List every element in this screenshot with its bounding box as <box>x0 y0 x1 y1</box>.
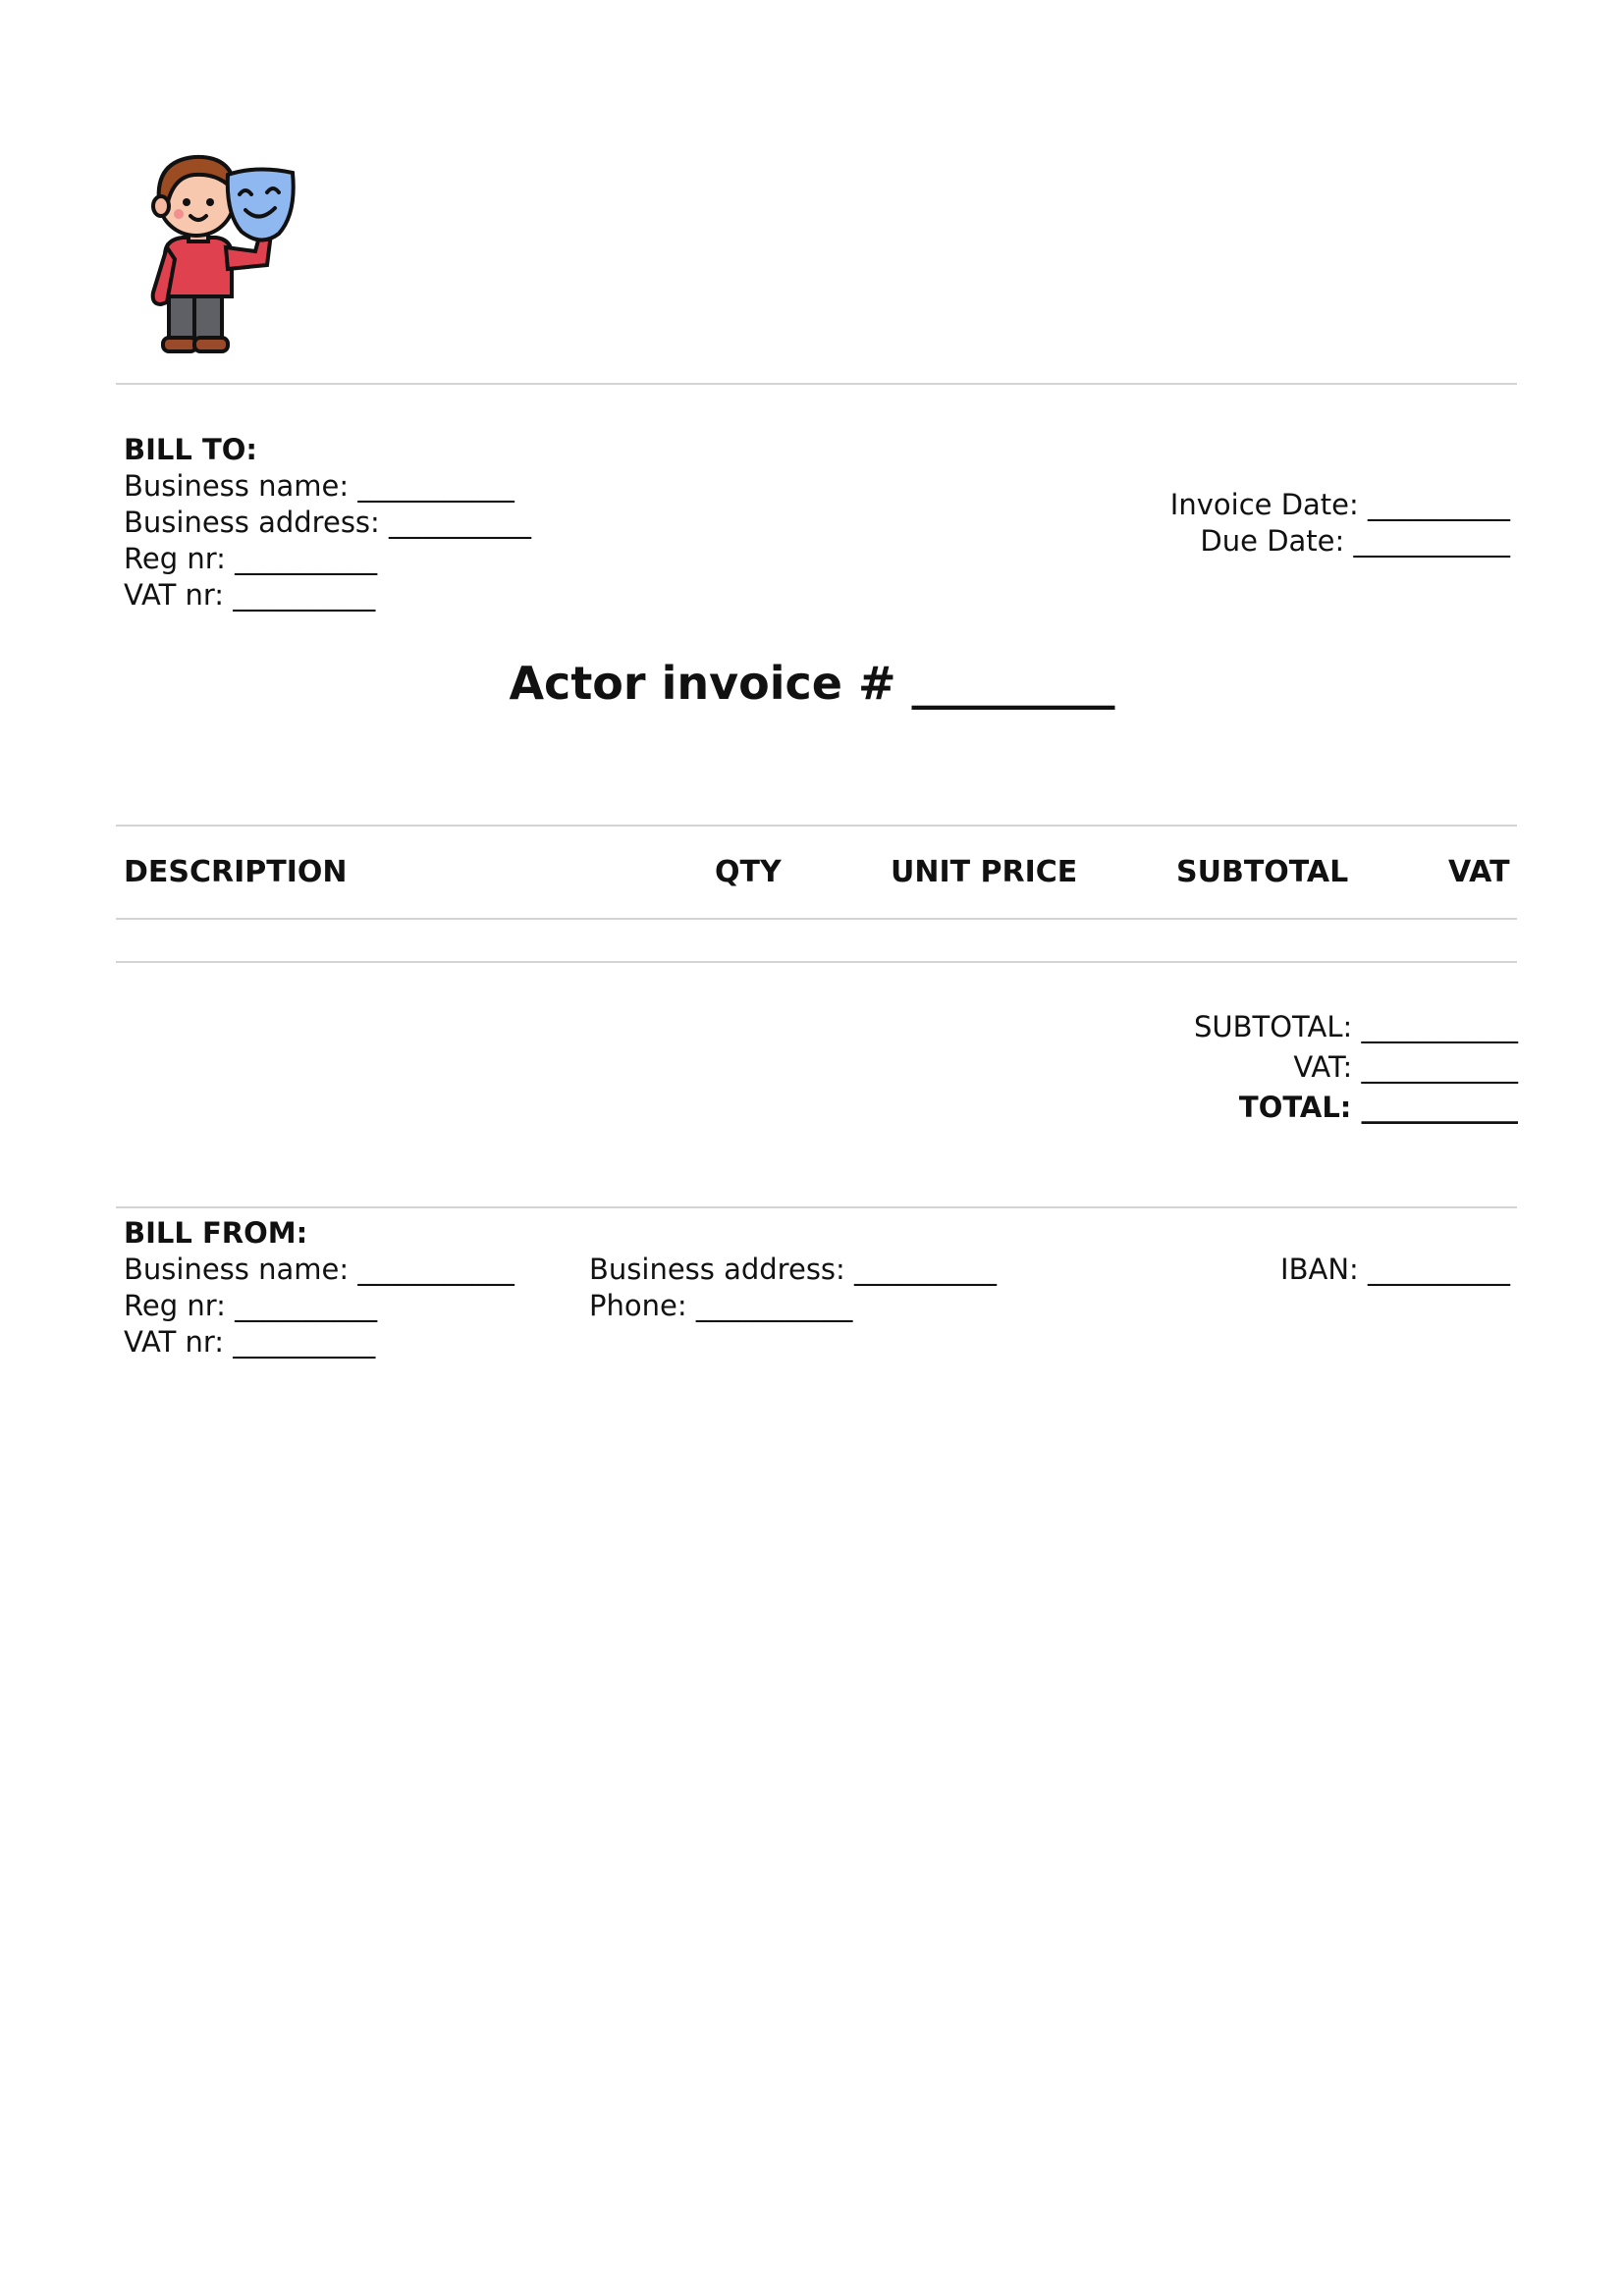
bill-from-reg-nr: Reg nr: __________ <box>124 1289 378 1322</box>
column-unit-price: UNIT PRICE <box>891 855 1078 889</box>
bill-from-bank <box>1280 1252 1510 1288</box>
bill-from-vat-nr: VAT nr: __________ <box>124 1325 376 1359</box>
bill-to-business-address: Business address: __________ <box>124 506 532 539</box>
bill-to-reg-nr: Reg nr: __________ <box>124 542 378 575</box>
table-header-divider <box>116 918 1517 920</box>
bill-to-heading: BILL TO: <box>124 433 257 466</box>
bill-to-section <box>124 432 531 614</box>
table-top-divider <box>116 825 1517 827</box>
bill-from-business-name: Business name: ___________ <box>124 1253 514 1286</box>
totals-subtotal: SUBTOTAL: ___________ <box>1193 1010 1518 1043</box>
table-bottom-divider <box>116 961 1517 963</box>
due-date: Due Date: ___________ <box>1200 524 1510 558</box>
actor-with-mask-icon <box>137 145 304 361</box>
column-vat: VAT <box>1448 855 1510 889</box>
totals-total: TOTAL: ___________ <box>1238 1091 1518 1124</box>
bill-from-contact <box>589 1252 997 1324</box>
column-qty: QTY <box>715 855 782 889</box>
header-divider <box>116 383 1517 385</box>
footer-divider <box>116 1206 1517 1208</box>
column-description: DESCRIPTION <box>124 855 348 889</box>
bill-from-phone: Phone: ___________ <box>589 1289 853 1322</box>
totals-vat: VAT: ___________ <box>1293 1050 1518 1084</box>
bill-from-business-address: Business address: __________ <box>589 1253 998 1286</box>
totals-section <box>1194 1007 1518 1128</box>
bill-to-vat-nr: VAT nr: __________ <box>124 578 376 612</box>
invoice-title: Actor invoice # _________ <box>509 657 1115 710</box>
bill-from-section <box>124 1215 514 1361</box>
bill-from-iban: IBAN: __________ <box>1280 1253 1510 1286</box>
invoice-date: Invoice Date: __________ <box>1169 488 1510 521</box>
bill-to-business-name: Business name: ___________ <box>124 469 514 503</box>
column-subtotal: SUBTOTAL <box>1176 855 1349 889</box>
dates-section <box>1170 487 1510 560</box>
bill-from-heading: BILL FROM: <box>124 1216 308 1250</box>
